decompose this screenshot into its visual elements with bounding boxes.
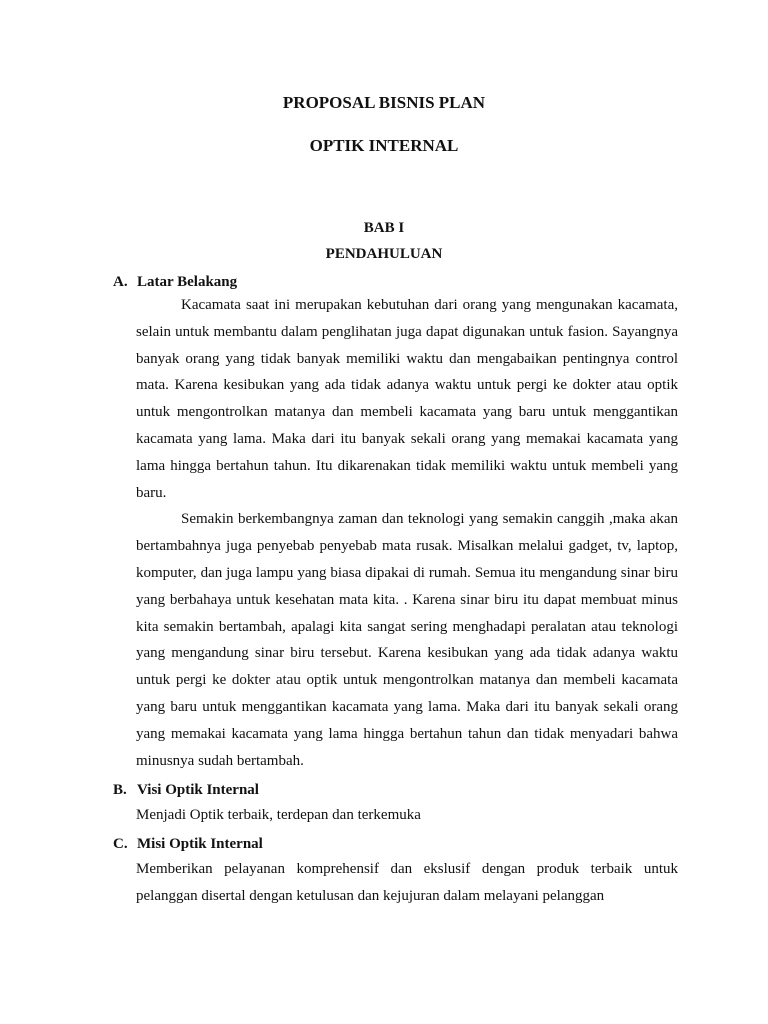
section-heading-latar-belakang	[113, 273, 237, 291]
paragraph: Menjadi Optik terbaik, terdepan dan terkemuka	[136, 807, 421, 823]
section-marker: A.	[113, 274, 128, 290]
document-title: PROPOSAL BISNIS PLAN	[282, 93, 486, 112]
section-heading-misi	[113, 835, 263, 853]
section-heading-text: Latar Belakang	[137, 274, 238, 290]
section-heading-visi	[113, 781, 259, 799]
section-body-misi	[136, 856, 678, 910]
section-heading-text: Visi Optik Internal	[137, 782, 259, 798]
section-body-latar-belakang	[136, 292, 678, 774]
section-marker: C.	[113, 836, 128, 852]
paragraph: Kacamata saat ini merupakan kebutuhan dari orang yang mengunakan kacamata, selain untuk membantu dalam penglihatan juga dapat digunakan untuk fasion. Sayangnya banyak orang yang tidak banyak memiliki waktu dan mengabaikan pentingnya control mata. Karena kesibukan yang ada tidak adanya waktu untuk pergi ke dokter atau optik untuk mengontrolkan matanya dan membeli kacamata yang baru untuk menggantikan kacamata yang lama. Maka dari itu banyak sekali orang yang memakai kacamata yang lama hingga bertahun tahun. Itu dikarenakan tidak memiliki waktu untuk membeli yang baru.	[136, 297, 678, 501]
section-marker: B.	[113, 782, 127, 798]
chapter-number: BAB I	[363, 220, 405, 236]
section-body-visi	[136, 802, 678, 829]
chapter-title: PENDAHULUAN	[325, 246, 443, 262]
document-subtitle: OPTIK INTERNAL	[309, 136, 459, 155]
paragraph: Memberikan pelayanan komprehensif dan ekslusif dengan produk terbaik untuk pelanggan disertal dengan ketulusan dan kejujuran dalam melayani pelanggan	[136, 861, 678, 904]
section-heading-text: Misi Optik Internal	[137, 836, 263, 852]
paragraph: Semakin berkembangnya zaman dan teknologi yang semakin canggih ,maka akan bertambahnya juga penyebab penyebab mata rusak. Misalkan melalui gadget, tv, laptop, komputer, dan juga lampu yang biasa dipakai di rumah. Semua itu mengandung sinar biru yang berbahaya untuk kesehatan mata kita. . Karena sinar biru itu dapat membuat minus kita semakin bertambah, apalagi kita sangat sering menghadapi peralatan atau teknologi yang mengandung sinar biru tersebut. Karena kesibukan yang ada tidak adanya waktu untuk pergi ke dokter atau optik untuk mengontrolkan matanya dan membeli kacamata yang baru untuk menggantikan kacamata yang lama. Maka dari itu banyak sekali orang yang memakai kacamata yang lama hingga bertahun tahun dan tidak menyadari bahwa minusnya sudah bertambah.	[136, 511, 678, 769]
